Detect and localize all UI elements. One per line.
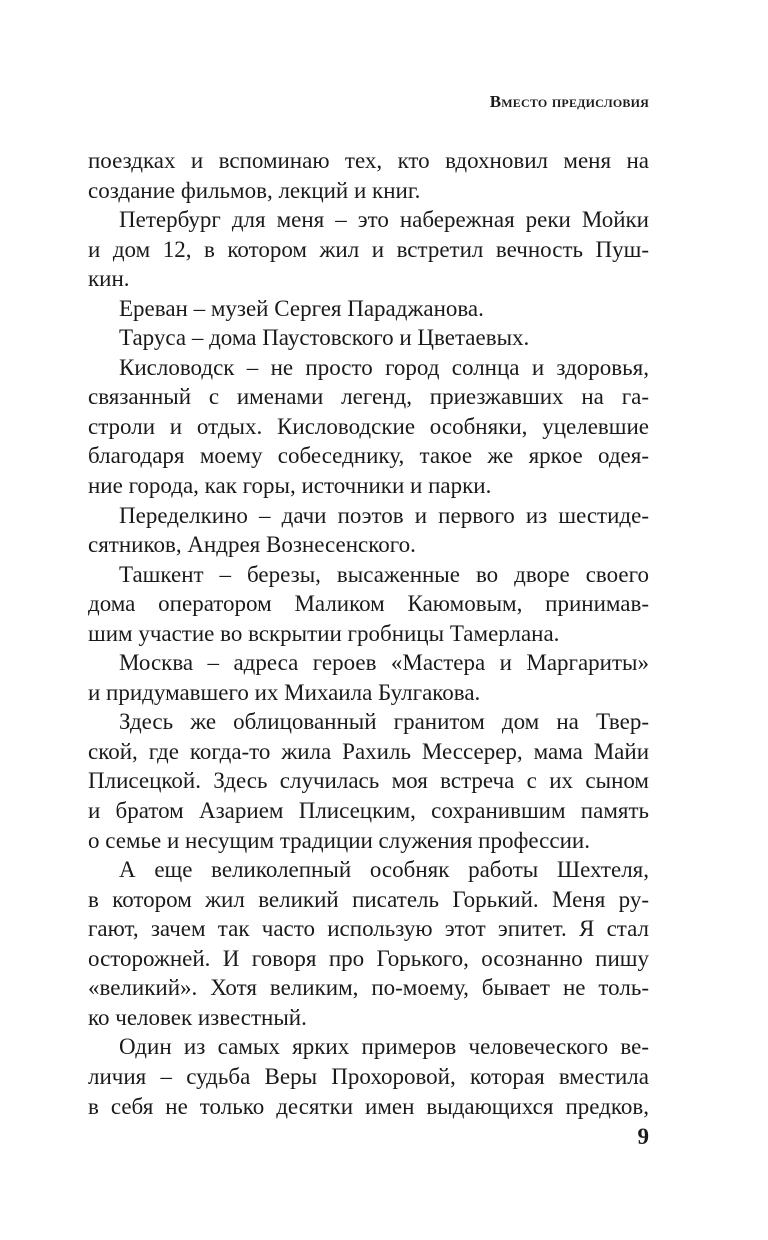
text-line: строли и отдых. Кисловодские особняки, уцелевшие: [88, 413, 649, 439]
text-line: благодаря моему собеседнику, такое же яркое одея-: [88, 443, 649, 469]
text-line: ко человек известный.: [88, 1004, 307, 1030]
text-line: Петербург для меня – это набережная реки Мойки: [119, 207, 649, 233]
text-line: связанный с именами легенд, приезжавших на га-: [88, 384, 649, 410]
text-line: шим участие во вскрытии гробницы Тамерлана.: [88, 620, 560, 646]
text-line: в котором жил великий писатель Горький. Меня ру-: [88, 886, 649, 912]
text-line: и придумавшего их Михаила Булгакова.: [88, 679, 481, 705]
text-line: сятников, Андрея Вознесенского.: [88, 532, 416, 558]
text-line: «великий». Хотя великим, по-моему, бывает не толь-: [88, 975, 649, 1001]
text-line: Переделкино – дачи поэтов и первого из шестиде-: [119, 502, 649, 528]
text-line: Таруса – дома Паустовского и Цветаевых.: [119, 325, 530, 351]
text-line: Один из самых ярких примеров человеческого ве-: [119, 1034, 649, 1060]
text-line: Здесь же облицованный гранитом дом на Твер-: [119, 709, 649, 735]
text-line: создание фильмов, лекций и книг.: [88, 177, 421, 203]
text-line: и дом 12, в котором жил и встретил вечность Пуш-: [88, 236, 649, 262]
body-text: [88, 146, 649, 1121]
running-title: Вместо предисловия: [489, 92, 649, 111]
text-line: поездках и вспоминаю тех, кто вдохновил меня на: [88, 148, 649, 173]
text-line: дома оператором Маликом Каюмовым, принимав-: [88, 591, 649, 617]
text-line: А еще великолепный особняк работы Шехтеля,: [119, 857, 649, 883]
page-number: 9: [637, 1124, 649, 1149]
text-line: Ташкент – березы, высаженные во дворе своего: [119, 561, 649, 587]
text-line: Ереван – музей Сергея Параджанова.: [119, 295, 484, 321]
text-line: о семье и несущим традиции служения профессии.: [88, 827, 590, 853]
text-line: в себя не только десятки имен выдающихся предков,: [88, 1093, 649, 1119]
text-line: ской, где когда-то жила Рахиль Мессерер, мама Майи: [88, 738, 649, 764]
text-line: гают, зачем так часто использую этот эпитет. Я стал: [88, 916, 649, 942]
text-line: ние города, как горы, источники и парки.: [88, 473, 492, 499]
text-line: кин.: [88, 266, 130, 292]
text-line: осторожней. И говоря про Горького, осознанно пишу: [88, 945, 649, 971]
text-line: личия – судьба Веры Прохоровой, которая вместила: [88, 1063, 649, 1089]
text-line: и братом Азарием Плисецким, сохранившим память: [88, 798, 649, 824]
text-line: Плисецкой. Здесь случилась моя встреча с их сыном: [88, 768, 649, 794]
text-line: Кисловодск – не просто город солнца и здоровья,: [119, 354, 649, 380]
text-line: Москва – адреса героев «Мастера и Маргариты»: [119, 650, 649, 676]
